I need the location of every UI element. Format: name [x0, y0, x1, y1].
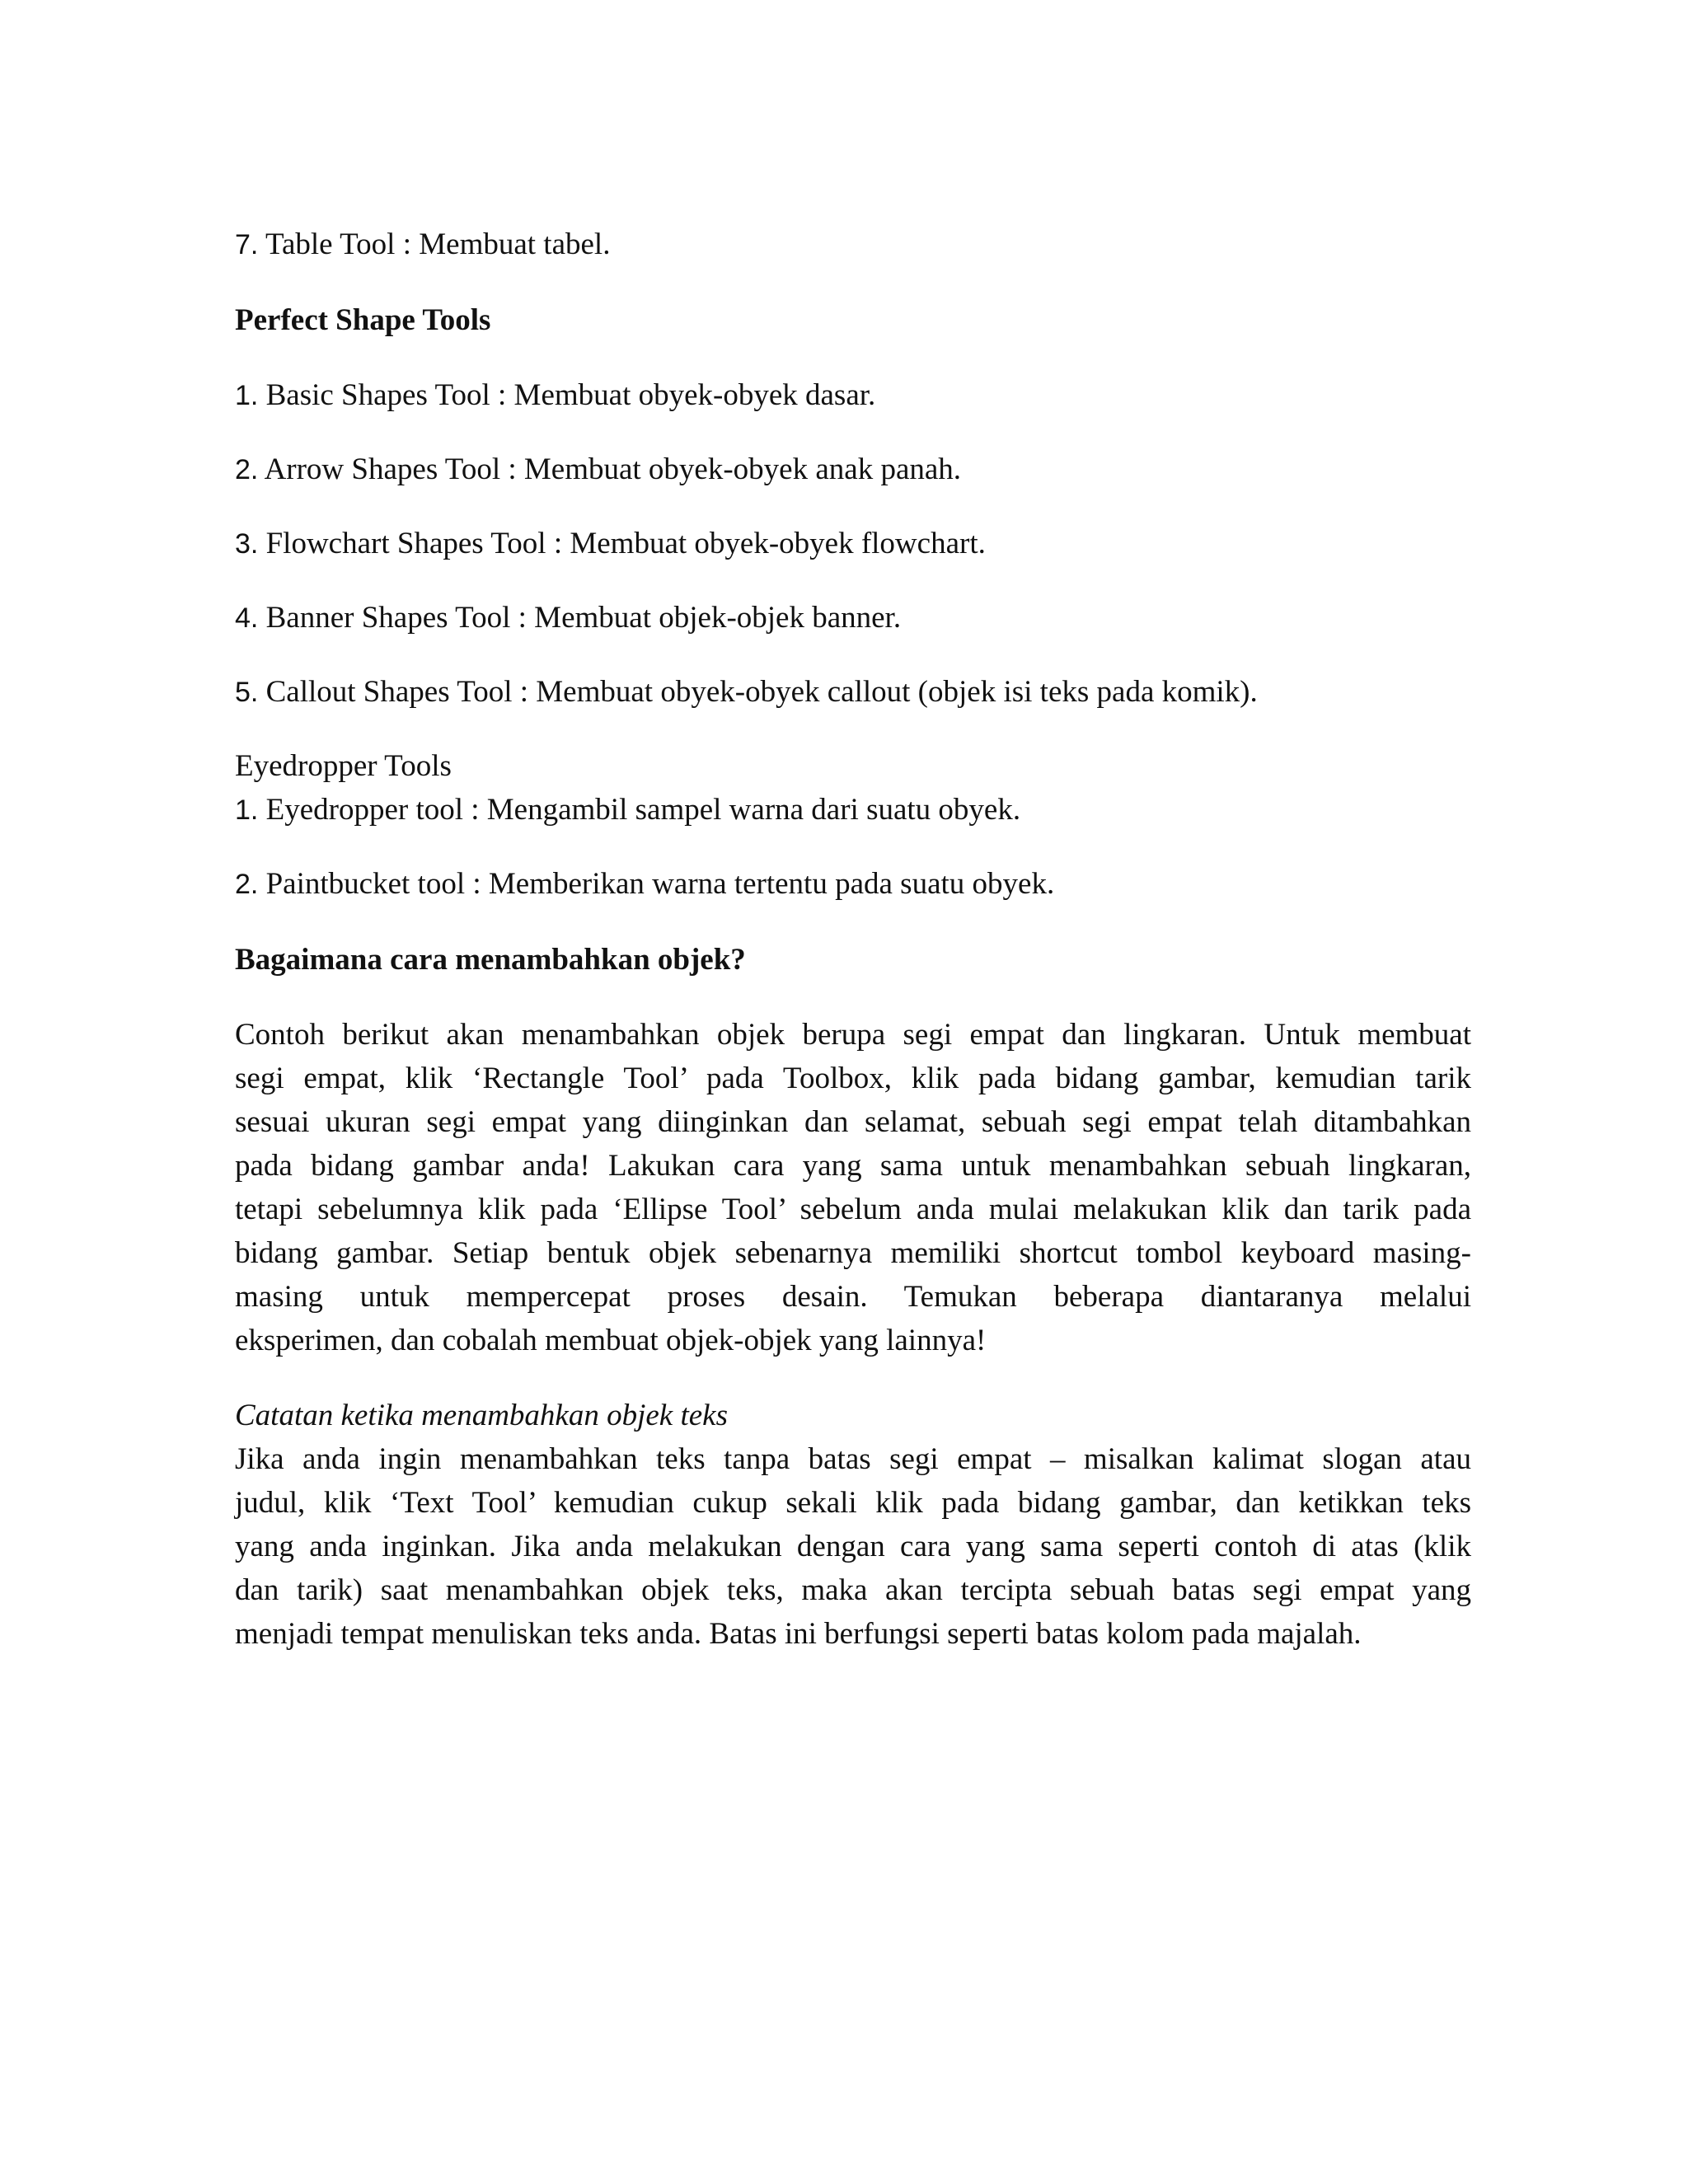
list-item-eyedropper-tool [235, 788, 1471, 832]
list-text: Banner Shapes Tool : Membuat objek-objek banner. [258, 601, 902, 635]
paragraph-line: segi empat, klik ‘Rectangle Tool’ pada Toolbox, klik pada bidang gambar, kemudian tarik [235, 1062, 1471, 1095]
paragraph-line: menjadi tempat menuliskan teks anda. Batas ini berfungsi seperti batas kolom pada majalah. [235, 1617, 1362, 1651]
list-number: 4. [235, 602, 259, 634]
list-text: Eyedropper tool : Mengambil sampel warna dari suatu obyek. [258, 793, 1021, 827]
paragraph-line: Contoh berikut akan menambahkan objek berupa segi empat dan lingkaran. Untuk membuat [235, 1018, 1471, 1052]
paragraph-text-object-note [235, 1437, 1471, 1656]
heading-eyedropper-tools: Eyedropper Tools [235, 749, 452, 783]
list-text: Callout Shapes Tool : Membuat obyek-obyek callout (objek isi teks pada komik). [258, 675, 1258, 709]
list-text: Arrow Shapes Tool : Membuat obyek-obyek anak panah. [258, 452, 962, 486]
list-item-banner-shapes [235, 596, 1471, 640]
list-text: Basic Shapes Tool : Membuat obyek-obyek dasar. [258, 378, 876, 412]
paragraph-line: dan tarik) saat menambahkan objek teks, maka akan tercipta sebuah batas segi empat yang [235, 1573, 1471, 1607]
paragraph-line: judul, klik ‘Text Tool’ kemudian cukup sekali klik pada bidang gambar, dan ketikkan teks [235, 1486, 1471, 1520]
paragraph-line: Jika anda ingin menambahkan teks tanpa batas segi empat – misalkan kalimat slogan atau [235, 1442, 1471, 1476]
list-item-table-tool [235, 223, 1471, 267]
paragraph-line: masing untuk mempercepat proses desain. Temukan beberapa diantaranya melalui [235, 1280, 1471, 1314]
paragraph-line: bidang gambar. Setiap bentuk objek sebenarnya memiliki shortcut tombol keyboard masing- [235, 1236, 1471, 1270]
list-number: 1. [235, 380, 259, 411]
list-item-paintbucket-tool [235, 862, 1471, 907]
list-text: Paintbucket tool : Memberikan warna tertentu pada suatu obyek. [258, 867, 1055, 901]
heading-text-object-note: Catatan ketika menambahkan objek teks [235, 1399, 728, 1432]
list-number: 5. [235, 677, 259, 708]
paragraph-line: eksperimen, dan cobalah membuat objek-objek yang lainnya! [235, 1324, 987, 1357]
list-item-basic-shapes [235, 373, 1471, 418]
list-item-flowchart-shapes [235, 522, 1471, 566]
list-number: 2. [235, 869, 259, 900]
list-item-callout-shapes [235, 670, 1471, 715]
paragraph-add-objects [235, 1013, 1471, 1362]
paragraph-line: tetapi sebelumnya klik pada ‘Ellipse Tool’ sebelum anda mulai melakukan klik dan tarik pada [235, 1193, 1471, 1226]
paragraph-line: pada bidang gambar anda! Lakukan cara yang sama untuk menambahkan sebuah lingkaran, [235, 1149, 1471, 1183]
list-number: 2. [235, 454, 259, 485]
list-number: 3. [235, 528, 259, 560]
list-number: 7. [235, 229, 259, 260]
list-number: 1. [235, 794, 259, 826]
heading-perfect-shape-tools: Perfect Shape Tools [235, 303, 491, 337]
document-page [235, 223, 1471, 1656]
list-text: Flowchart Shapes Tool : Membuat obyek-obyek flowchart. [258, 527, 986, 560]
heading-add-objects: Bagaimana cara menambahkan objek? [235, 943, 746, 977]
paragraph-line: yang anda inginkan. Jika anda melakukan dengan cara yang sama seperti contoh di atas (klik [235, 1530, 1471, 1563]
paragraph-line: sesuai ukuran segi empat yang diinginkan dan selamat, sebuah segi empat telah ditambahkan [235, 1105, 1471, 1139]
list-item-arrow-shapes [235, 448, 1471, 492]
list-text: Table Tool : Membuat tabel. [258, 227, 611, 261]
